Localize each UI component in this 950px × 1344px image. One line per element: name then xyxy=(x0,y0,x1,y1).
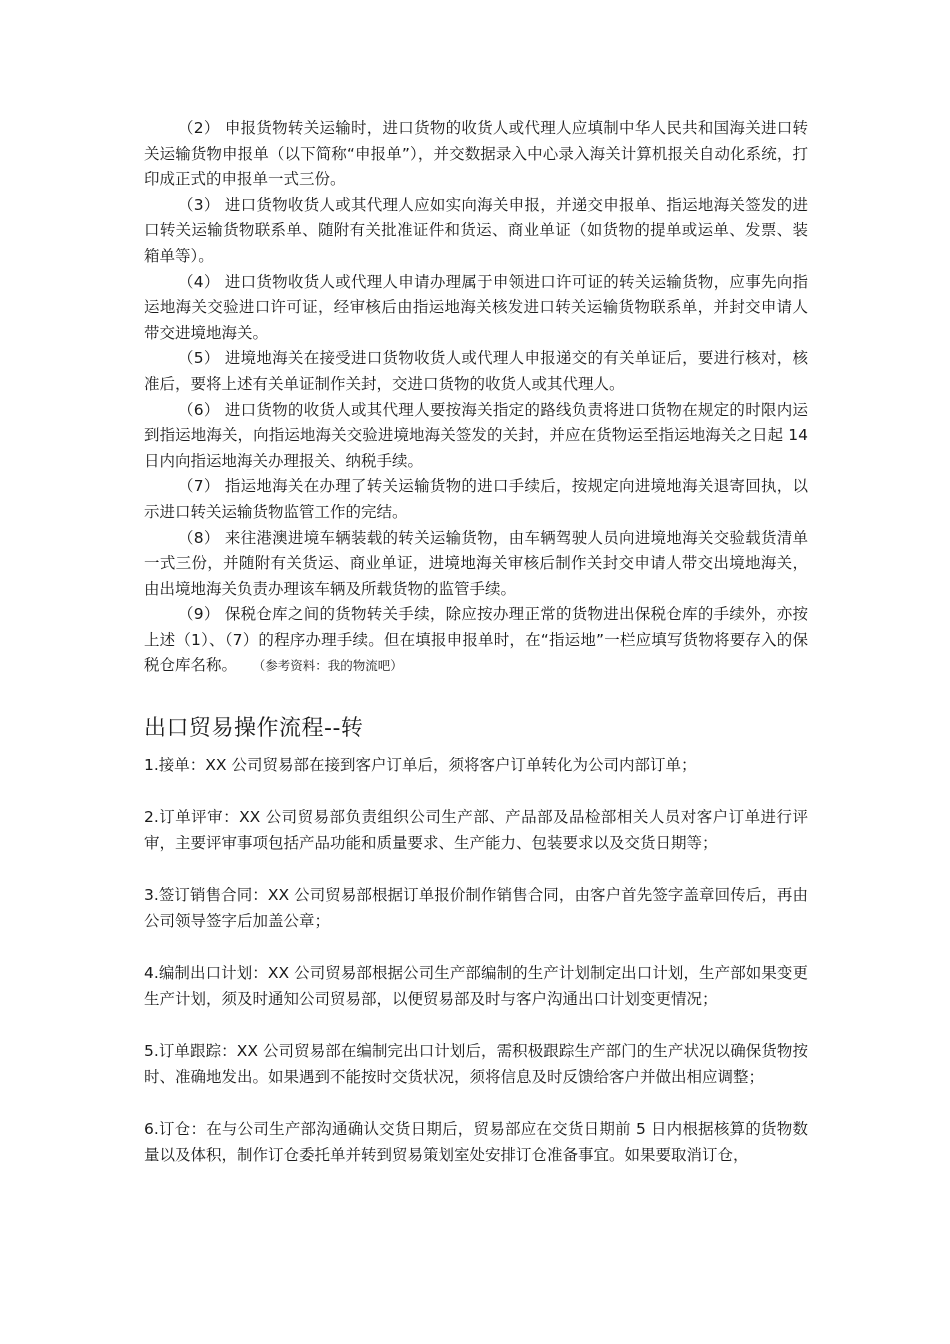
procedure-paragraph-9 xyxy=(144,602,808,679)
procedure-paragraph-2: （2） 申报货物转关运输时，进口货物的收货人或代理人应填制中华人民共和国海关进口转关运输货物申报单（以下简称“申报单”），并交数据录入中心录入海关计算机报关自动化系统，打印成正式的申报单一式三份。 xyxy=(144,119,808,189)
step-5-order-tracking: 5.订单跟踪：XX 公司贸易部在编制完出口计划后，需积极跟踪生产部门的生产状况以确保货物按时、准确地发出。如果遇到不能按时交货状况，须将信息及时反馈给客户并做出相应调整； xyxy=(144,1042,808,1087)
procedure-paragraph-7: （7） 指运地海关在办理了转关运输货物的进口手续后，按规定向进境地海关退寄回执，以示进口转关运输货物监管工作的完结。 xyxy=(144,477,808,521)
procedure-paragraph-9-text: （9） 保税仓库之间的货物转关手续，除应按办理正常的货物进出保税仓库的手续外，亦按上述（1）、（7）的程序办理手续。但在填报申报单时，在“指运地”一栏应填写货物将要存入的保税仓库名称。 xyxy=(144,605,808,675)
step-6-booking: 6.订仓：在与公司生产部沟通确认交货日期后，贸易部应在交货日期前 5 日内根据核算的货物数量以及体积，制作订仓委托单并转到贸易策划室处安排订仓准备事宜。如果要取消订仓， xyxy=(144,1120,808,1165)
step-2-order-review: 2.订单评审：XX 公司贸易部负责组织公司生产部、产品部及品检部相关人员对客户订单进行评审，主要评审事项包括产品功能和质量要求、生产能力、包装要求以及交货日期等； xyxy=(144,808,808,853)
procedure-paragraph-6: （6） 进口货物的收货人或其代理人要按海关指定的路线负责将进口货物在规定的时限内运到指运地海关，向指运地海关交验进境地海关签发的关封，并应在货物运至指运地海关之日起 14 日内向指运地海关办理报关、纳税手续。 xyxy=(144,400,808,470)
step-4-export-plan: 4.编制出口计划：XX 公司贸易部根据公司生产部编制的生产计划制定出口计划，生产部如果变更生产计划，须及时通知公司贸易部，以便贸易部及时与客户沟通出口计划变更情况； xyxy=(144,964,808,1009)
step-3-sales-contract: 3.签订销售合同：XX 公司贸易部根据订单报价制作销售合同，由客户首先签字盖章回传后，再由公司领导签字后加盖公章； xyxy=(144,886,808,931)
procedure-paragraph-5: （5） 进境地海关在接受进口货物收货人或代理人申报递交的有关单证后，要进行核对，核准后，要将上述有关单证制作关封，交进口货物的收货人或其代理人。 xyxy=(144,349,808,393)
section-title: 出口贸易操作流程--转 xyxy=(144,716,364,742)
document-page xyxy=(144,116,808,1194)
procedure-paragraph-4: （4） 进口货物收货人或代理人申请办理属于申领进口许可证的转关运输货物，应事先向指运地海关交验进口许可证，经审核后由指运地海关核发进口转关运输货物联系单，并封交申请人带交进境地海关。 xyxy=(144,272,808,342)
step-1-receive-order: 1.接单：XX 公司贸易部在接到客户订单后，须将客户订单转化为公司内部订单； xyxy=(144,756,697,775)
procedure-paragraph-8: （8） 来往港澳进境车辆装载的转关运输货物，由车辆驾驶人员向进境地海关交验载货清单一式三份，并随附有关货运、商业单证，进境地海关审核后制作关封交申请人带交出境地海关，由出境地海关负责办理该车辆及所载货物的监管手续。 xyxy=(144,528,808,598)
reference-note: （参考资料：我的物流吧） xyxy=(259,658,403,674)
procedure-paragraph-3: （3） 进口货物收货人或其代理人应如实向海关申报，并递交申报单、指运地海关签发的进口转关运输货物联系单、随附有关批准证件和货运、商业单证（如货物的提单或运单、发票、装箱单等）。 xyxy=(144,195,808,265)
